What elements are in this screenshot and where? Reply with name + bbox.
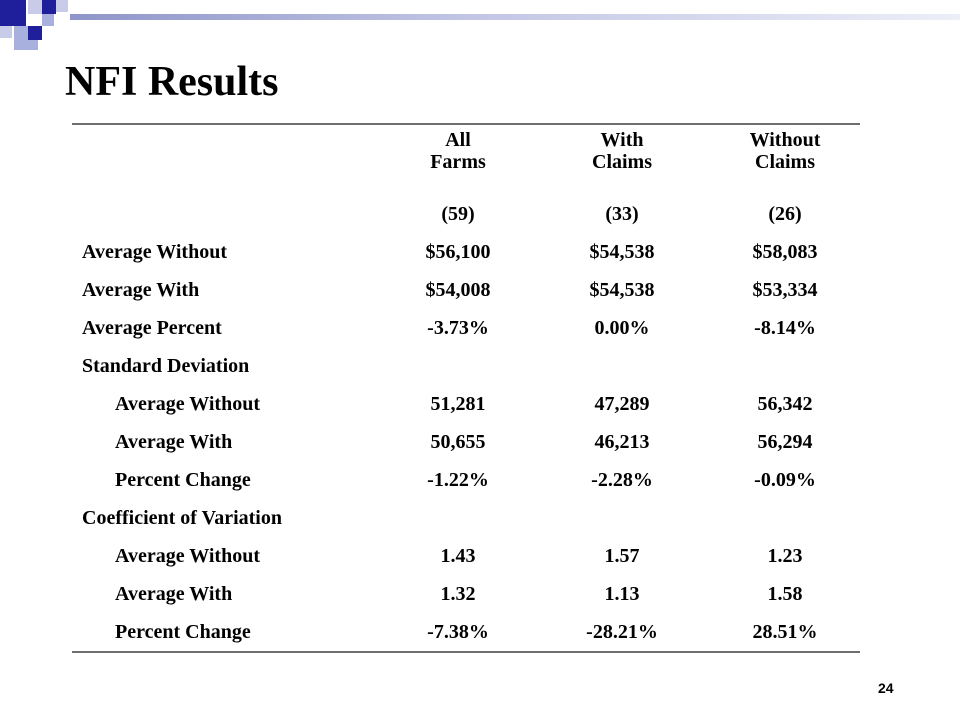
column-header-line: Farms (430, 151, 486, 173)
cell-without-claims: 28.51% (752, 620, 818, 643)
decor-square (0, 26, 12, 38)
column-header-line: With (600, 129, 644, 151)
cell-without-claims: $53,334 (752, 278, 818, 301)
column-header-all-farms (382, 129, 534, 173)
row-label: Percent Change (115, 468, 251, 491)
decor-square (14, 26, 28, 50)
cell-without-claims: 56,342 (757, 392, 813, 415)
cell-with-claims: 1.57 (604, 544, 640, 567)
cell-all-farms: -1.22% (427, 468, 489, 491)
row-label: Average Without (115, 392, 260, 415)
table-row (72, 233, 860, 271)
table-row (72, 461, 860, 499)
page-number: 24 (878, 680, 894, 696)
table-row (72, 271, 860, 309)
row-label: Average Without (115, 544, 260, 567)
row-label: Average With (115, 430, 233, 453)
table-count-row (72, 203, 860, 233)
decor-square (28, 0, 42, 14)
header-gradient-bar (70, 14, 960, 20)
cell-all-farms: $56,100 (425, 240, 491, 263)
decor-square (28, 40, 38, 50)
cell-with-claims: $54,538 (589, 240, 655, 263)
column-header-line: Without (749, 129, 821, 151)
column-header-line: Claims (592, 151, 652, 173)
decor-square (42, 0, 56, 14)
table-row (72, 423, 860, 461)
cell-all-farms: 50,655 (430, 430, 486, 453)
cell-with-claims: 47,289 (594, 392, 650, 415)
cell-with-claims: $54,538 (589, 278, 655, 301)
cell-with-claims: 46,213 (594, 430, 650, 453)
cell-without-claims: 56,294 (757, 430, 813, 453)
column-header-with-claims (534, 129, 710, 173)
cell-without-claims: -0.09% (754, 468, 816, 491)
column-header-line: Claims (755, 151, 815, 173)
table-header-row (72, 125, 860, 203)
decor-square (42, 14, 54, 26)
cell-with-claims: 0.00% (594, 316, 650, 339)
cell-with-claims: 1.13 (604, 582, 640, 605)
cell-with-claims: -28.21% (586, 620, 658, 643)
cell-all-farms: 1.43 (440, 544, 476, 567)
table-row (72, 537, 860, 575)
decor-square (0, 0, 26, 26)
count-with-claims: (33) (605, 203, 639, 225)
cell-all-farms: -7.38% (427, 620, 489, 643)
row-label: Average Without (82, 240, 227, 263)
decor-square (56, 0, 68, 12)
cell-all-farms: $54,008 (425, 278, 491, 301)
count-without-claims: (26) (768, 203, 802, 225)
cell-all-farms: 1.32 (440, 582, 476, 605)
cell-without-claims: 1.58 (767, 582, 803, 605)
section-label: Coefficient of Variation (82, 506, 282, 529)
column-header-without-claims (710, 129, 860, 173)
count-all-farms: (59) (441, 203, 475, 225)
table-section-row (72, 499, 860, 537)
row-label: Average With (82, 278, 200, 301)
cell-all-farms: -3.73% (427, 316, 489, 339)
section-label: Standard Deviation (82, 354, 250, 377)
slide-title: NFI Results (65, 59, 279, 105)
row-label: Average With (115, 582, 233, 605)
table-section-row (72, 347, 860, 385)
cell-without-claims: 1.23 (767, 544, 803, 567)
column-header-line: All (445, 129, 471, 151)
table-row (72, 309, 860, 347)
table-row (72, 613, 860, 651)
cell-without-claims: $58,083 (752, 240, 818, 263)
row-label: Percent Change (115, 620, 251, 643)
row-label: Average Percent (82, 316, 222, 339)
cell-all-farms: 51,281 (430, 392, 486, 415)
decor-square (28, 26, 42, 40)
results-table (72, 123, 860, 653)
table-row (72, 575, 860, 613)
table-row (72, 385, 860, 423)
cell-with-claims: -2.28% (591, 468, 653, 491)
cell-without-claims: -8.14% (754, 316, 816, 339)
